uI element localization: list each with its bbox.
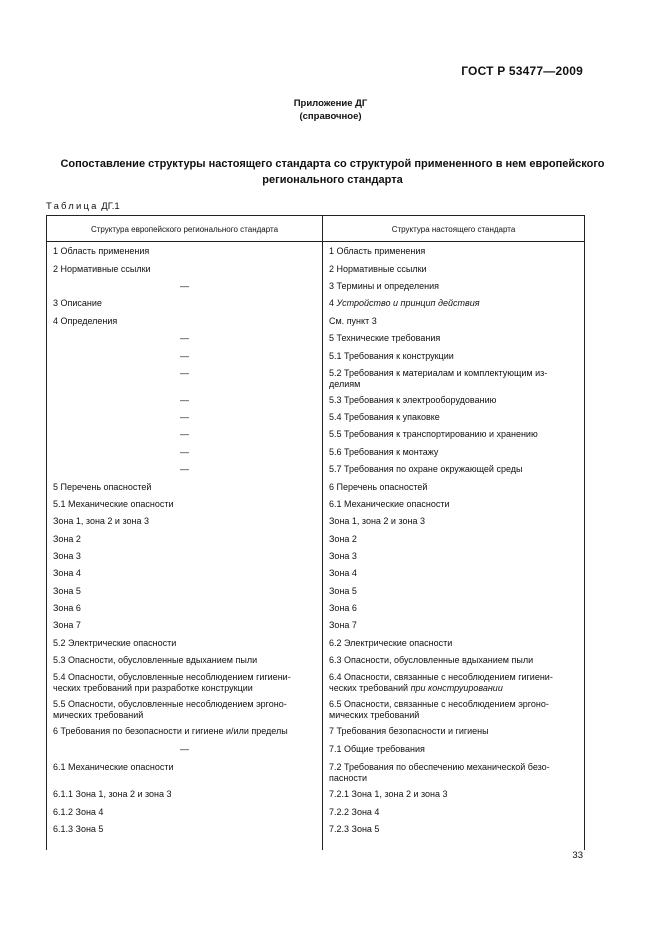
national-structure-italic-text: Устройство и принцип действия [336, 298, 480, 308]
european-structure-cell: 5.5 Опасности, обусловленные несоблюдением эргоно- мических требований [53, 699, 287, 720]
national-structure-cell: 6.3 Опасности, обусловленные вдыханием пыли [329, 655, 534, 665]
appendix-heading [0, 97, 661, 123]
national-structure-cell: 5.2 Требования к материалам и комплектующим из- делиям [329, 368, 548, 389]
european-structure-cell: 6 Требования по безопасности и гигиене и/или пределы [53, 726, 288, 736]
european-structure-cell: Зона 5 [53, 586, 81, 596]
table-header-national: Структура настоящего стандарта [391, 225, 516, 234]
national-structure-cell: 3 Термины и определения [329, 281, 439, 291]
national-structure-cell: 7.2.3 Зона 5 [329, 824, 380, 834]
european-structure-cell: 3 Описание [53, 298, 102, 308]
document-id: ГОСТ Р 53477—2009 [461, 64, 583, 78]
appendix-title: Приложение ДГ [293, 98, 368, 109]
no-equivalent-dash: — [180, 464, 189, 474]
national-structure-cell: Зона 6 [329, 603, 357, 613]
european-structure-cell: Зона 2 [53, 534, 81, 544]
european-structure-cell: 5.2 Электрические опасности [53, 638, 177, 648]
national-structure-cell: 5.1 Требования к конструкции [329, 351, 454, 361]
european-structure-cell: Зона 1, зона 2 и зона 3 [53, 516, 149, 526]
national-structure-cell: Зона 1, зона 2 и зона 3 [329, 516, 425, 526]
national-structure-text: 4 [329, 298, 337, 308]
national-structure-cell: 7.1 Общие требования [329, 744, 425, 754]
european-structure-cell: 6.1.1 Зона 1, зона 2 и зона 3 [53, 789, 172, 799]
national-structure-cell: 7.2.2 Зона 4 [329, 807, 380, 817]
european-structure-cell: Зона 7 [53, 620, 81, 630]
national-structure-cell: 5.7 Требования по охране окружающей среды [329, 464, 523, 474]
national-structure-cell: Зона 5 [329, 586, 357, 596]
table-caption-id: ДГ.1 [101, 201, 120, 212]
page-number: 33 [572, 850, 583, 861]
no-equivalent-dash: — [180, 333, 189, 343]
national-structure-cell: 5.6 Требования к монтажу [329, 447, 439, 457]
national-structure-cell: Зона 4 [329, 568, 357, 578]
national-structure-cell [329, 672, 579, 693]
national-structure-italic-text: при конструировании [410, 682, 503, 693]
national-structure-cell: См. пункт 3 [329, 316, 377, 326]
european-structure-cell: 6.1.3 Зона 5 [53, 824, 104, 834]
european-structure-cell: Зона 4 [53, 568, 81, 578]
european-structure-cell: 2 Нормативные ссылки [53, 264, 151, 274]
european-structure-cell: Зона 6 [53, 603, 81, 613]
national-structure-cell: Зона 2 [329, 534, 357, 544]
european-structure-cell: 1 Область применения [53, 246, 150, 256]
table-header-european: Структура европейского регионального стандарта [90, 225, 279, 234]
national-structure-cell: 7 Требования безопасности и гигиены [329, 726, 489, 736]
national-structure-cell: Зона 7 [329, 620, 357, 630]
appendix-subtitle: (справочное) [299, 111, 362, 122]
european-structure-cell: 6.1.2 Зона 4 [53, 807, 104, 817]
table-caption-word: Таблица [46, 201, 99, 212]
no-equivalent-dash: — [180, 447, 189, 457]
national-structure-cell: 6.5 Опасности, связанные с несоблюдением эргоно- мических требований [329, 699, 549, 720]
european-structure-cell: 5.1 Механические опасности [53, 499, 174, 509]
national-structure-cell: 5.3 Требования к электрооборудованию [329, 395, 497, 405]
european-structure-cell: 5.4 Опасности, обусловленные несоблюдением гигиени- ческих требований при разработке конструкции [53, 672, 291, 693]
national-structure-cell: 6.1 Механические опасности [329, 499, 450, 509]
european-structure-cell: 5.3 Опасности, обусловленные вдыханием пыли [53, 655, 258, 665]
page-title: Сопоставление структуры настоящего стандарта со структурой примененного в нем европейского регионального стандарта [60, 158, 605, 186]
european-structure-cell: 5 Перечень опасностей [53, 482, 152, 492]
no-equivalent-dash: — [180, 412, 189, 422]
national-structure-cell: 5.5 Требования к транспортированию и хранению [329, 429, 538, 439]
national-structure-cell: 7.2 Требования по обеспечению механической безо- пасности [329, 762, 550, 783]
column-divider [322, 216, 323, 850]
no-equivalent-dash: — [180, 429, 189, 439]
no-equivalent-dash: — [180, 395, 189, 405]
no-equivalent-dash: — [180, 744, 189, 754]
national-structure-cell: 6.2 Электрические опасности [329, 638, 453, 648]
no-equivalent-dash: — [180, 351, 189, 361]
national-structure-text: 6.4 Опасности, связанные с несоблюдением гигиени- ческих требований [329, 672, 553, 693]
european-structure-cell: Зона 3 [53, 551, 81, 561]
national-structure-cell: 7.2.1 Зона 1, зона 2 и зона 3 [329, 789, 448, 799]
european-structure-cell: 6.1 Механические опасности [53, 762, 174, 772]
national-structure-cell: 6 Перечень опасностей [329, 482, 428, 492]
comparison-table [46, 215, 585, 850]
table-header-row [47, 216, 584, 242]
european-structure-cell: 4 Определения [53, 316, 118, 326]
national-structure-cell: Зона 3 [329, 551, 357, 561]
national-structure-cell: 5 Технические требования [329, 333, 441, 343]
national-structure-cell: 2 Нормативные ссылки [329, 264, 427, 274]
national-structure-cell [329, 298, 579, 309]
national-structure-cell: 1 Область применения [329, 246, 426, 256]
no-equivalent-dash: — [180, 368, 189, 378]
no-equivalent-dash: — [180, 281, 189, 291]
national-structure-cell: 5.4 Требования к упаковке [329, 412, 440, 422]
table-caption [46, 201, 120, 212]
